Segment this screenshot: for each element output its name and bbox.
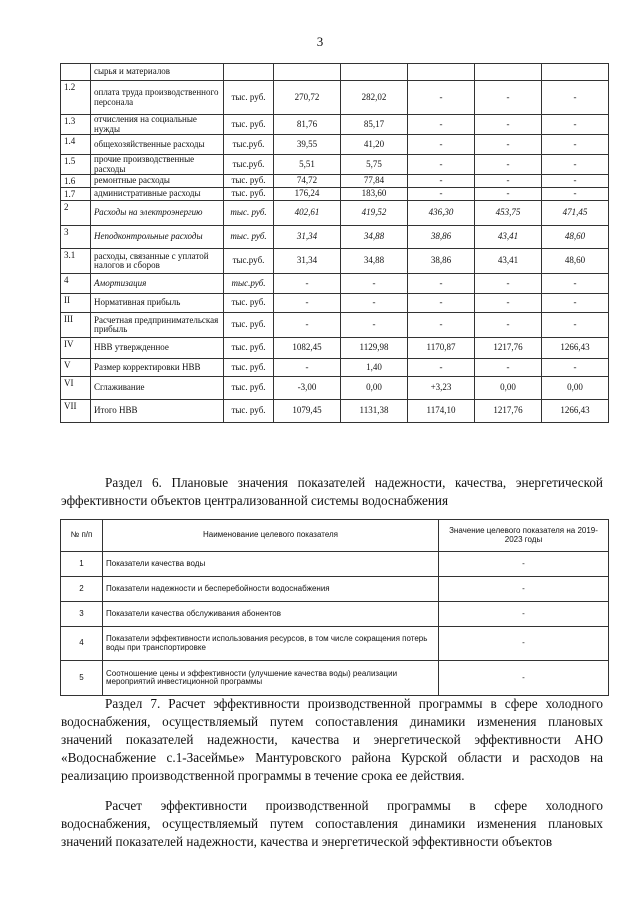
table-row	[61, 115, 609, 135]
row-value: -	[542, 313, 609, 338]
row-value: 402,61	[274, 201, 341, 226]
row-value: 1266,43	[542, 400, 609, 423]
row-value: -	[475, 175, 542, 188]
row-value: 419,52	[341, 201, 408, 226]
row-number: 1.2	[61, 81, 91, 115]
row-value: +3,23	[408, 377, 475, 400]
row-value: 1217,76	[475, 400, 542, 423]
target-number: 2	[61, 577, 103, 602]
row-value: -	[408, 359, 475, 377]
row-number: III	[61, 313, 91, 338]
row-value: 48,60	[542, 249, 609, 274]
row-value: 31,34	[274, 249, 341, 274]
row-value: 31,34	[274, 226, 341, 249]
row-name: Расчетная предпринимательская прибыль	[91, 313, 224, 338]
row-name: административные расходы	[91, 188, 224, 201]
target-name: Показатели качества обслуживания абонентов	[103, 602, 439, 627]
row-value: 0,00	[341, 377, 408, 400]
row-name: сырья и материалов	[91, 64, 224, 81]
row-value: 38,86	[408, 249, 475, 274]
row-value	[408, 64, 475, 81]
row-number: VII	[61, 400, 91, 423]
target-number: 4	[61, 627, 103, 661]
row-unit	[224, 64, 274, 81]
table-row	[61, 338, 609, 359]
row-unit: тыс. руб.	[224, 377, 274, 400]
row-unit: тыс. руб.	[224, 359, 274, 377]
table-row	[61, 359, 609, 377]
row-value: 0,00	[475, 377, 542, 400]
row-value: 1079,45	[274, 400, 341, 423]
row-unit: тыс. руб.	[224, 188, 274, 201]
row-value: -	[542, 188, 609, 201]
row-value: 41,20	[341, 135, 408, 155]
row-number: 4	[61, 274, 91, 294]
row-value	[341, 64, 408, 81]
row-value: -	[475, 188, 542, 201]
header-num: № п/п	[61, 520, 103, 552]
row-value: 74,72	[274, 175, 341, 188]
row-number: V	[61, 359, 91, 377]
table-row	[61, 155, 609, 175]
row-value: 1131,38	[341, 400, 408, 423]
row-value: 5,51	[274, 155, 341, 175]
row-value: -	[274, 294, 341, 313]
table-row	[61, 313, 609, 338]
target-value: -	[439, 552, 609, 577]
targets-table	[60, 519, 609, 696]
table-row	[61, 602, 609, 627]
row-number: IV	[61, 338, 91, 359]
row-value: -	[542, 359, 609, 377]
row-value: -	[542, 175, 609, 188]
target-name: Показатели надежности и бесперебойности водоснабжения	[103, 577, 439, 602]
table-row	[61, 64, 609, 81]
header-name: Наименование целевого показателя	[103, 520, 439, 552]
row-value: -	[475, 155, 542, 175]
row-value: -	[341, 274, 408, 294]
row-number: 2	[61, 201, 91, 226]
page-number: 3	[316, 34, 324, 49]
row-value: -	[542, 274, 609, 294]
table-row	[61, 577, 609, 602]
row-unit: тыс. руб.	[224, 226, 274, 249]
row-value: -	[408, 115, 475, 135]
table-row	[61, 81, 609, 115]
row-value: 5,75	[341, 155, 408, 175]
row-value: 471,45	[542, 201, 609, 226]
closing-paragraph: Расчет эффективности производственной программы в сфере холодного водоснабжения, осуществляемый путем сопоставления динамики изменения плановых значений показателей надежности, качества и энергетической эффективности объектов	[61, 798, 603, 849]
row-value: 43,41	[475, 249, 542, 274]
row-number: II	[61, 294, 91, 313]
table-row	[61, 188, 609, 201]
target-value: -	[439, 661, 609, 696]
row-number	[61, 64, 91, 81]
table-row	[61, 274, 609, 294]
row-value: -	[542, 81, 609, 115]
row-value: 282,02	[341, 81, 408, 115]
row-unit: тыс.руб.	[224, 155, 274, 175]
row-value: 436,30	[408, 201, 475, 226]
row-name: Итого НВВ	[91, 400, 224, 423]
row-name: Неподконтрольные расходы	[91, 226, 224, 249]
row-value: -	[475, 313, 542, 338]
table-row	[61, 661, 609, 696]
row-name: отчисления на социальные нужды	[91, 115, 224, 135]
row-unit: тыс. руб.	[224, 400, 274, 423]
row-value	[274, 64, 341, 81]
row-value: 48,60	[542, 226, 609, 249]
row-value	[475, 64, 542, 81]
row-value: 38,86	[408, 226, 475, 249]
row-value: 34,88	[341, 249, 408, 274]
row-value: 1082,45	[274, 338, 341, 359]
table-row	[61, 400, 609, 423]
row-name: Сглаживание	[91, 377, 224, 400]
row-value	[542, 64, 609, 81]
row-value: -	[475, 359, 542, 377]
row-unit: тыс. руб.	[224, 175, 274, 188]
row-value: 453,75	[475, 201, 542, 226]
row-value: 1170,87	[408, 338, 475, 359]
row-value: -	[475, 274, 542, 294]
row-unit: тыс. руб.	[224, 338, 274, 359]
row-number: 1.4	[61, 135, 91, 155]
row-value: -	[542, 155, 609, 175]
row-value: -	[475, 81, 542, 115]
row-number: VI	[61, 377, 91, 400]
table-row	[61, 377, 609, 400]
row-number: 1.7	[61, 188, 91, 201]
row-name: расходы, связанные с уплатой налогов и сборов	[91, 249, 224, 274]
row-name: общехозяйственные расходы	[91, 135, 224, 155]
target-name: Показатели эффективности использования ресурсов, в том числе сокращения потерь воды при транспортировке	[103, 627, 439, 661]
table-row	[61, 294, 609, 313]
section6-heading: Раздел 6. Плановые значения показателей надежности, качества, энергетической эффективности объектов централизованной системы водоснабжения	[61, 475, 603, 508]
target-value: -	[439, 602, 609, 627]
row-unit: тыс. руб.	[224, 294, 274, 313]
row-number: 1.5	[61, 155, 91, 175]
row-value: 34,88	[341, 226, 408, 249]
row-value: -	[408, 135, 475, 155]
row-value: 176,24	[274, 188, 341, 201]
target-number: 5	[61, 661, 103, 696]
row-number: 1.3	[61, 115, 91, 135]
row-value: -	[341, 294, 408, 313]
table-row	[61, 226, 609, 249]
row-value: 270,72	[274, 81, 341, 115]
row-unit: тыс.руб.	[224, 274, 274, 294]
row-value: -	[408, 155, 475, 175]
row-value: -	[274, 274, 341, 294]
row-unit: тыс. руб.	[224, 313, 274, 338]
row-name: прочие производственные расходы	[91, 155, 224, 175]
row-value: 0,00	[542, 377, 609, 400]
row-value: 1266,43	[542, 338, 609, 359]
row-value: -3,00	[274, 377, 341, 400]
row-value: -	[408, 81, 475, 115]
row-value: -	[542, 294, 609, 313]
table-row	[61, 201, 609, 226]
table-row	[61, 552, 609, 577]
row-value: -	[341, 313, 408, 338]
row-name: НВВ утвержденное	[91, 338, 224, 359]
cost-table	[60, 63, 609, 423]
row-value: -	[408, 175, 475, 188]
row-value: -	[542, 115, 609, 135]
header-value: Значение целевого показателя на 2019-2023 годы	[439, 520, 609, 552]
row-value: 183,60	[341, 188, 408, 201]
row-number: 1.6	[61, 175, 91, 188]
row-value: 81,76	[274, 115, 341, 135]
table-row	[61, 135, 609, 155]
row-value: -	[408, 274, 475, 294]
target-number: 1	[61, 552, 103, 577]
row-name: Размер корректировки НВВ	[91, 359, 224, 377]
row-value: -	[408, 294, 475, 313]
row-name: оплата труда производственного персонала	[91, 81, 224, 115]
table-row	[61, 175, 609, 188]
row-value: -	[475, 135, 542, 155]
target-value: -	[439, 627, 609, 661]
table-row	[61, 627, 609, 661]
row-name: Амортизация	[91, 274, 224, 294]
table-row	[61, 249, 609, 274]
row-value: -	[408, 188, 475, 201]
row-value: -	[475, 294, 542, 313]
row-value: 1129,98	[341, 338, 408, 359]
row-unit: тыс. руб.	[224, 81, 274, 115]
row-name: Расходы на электроэнергию	[91, 201, 224, 226]
row-value: -	[274, 313, 341, 338]
target-name: Показатели качества воды	[103, 552, 439, 577]
row-unit: тыс. руб.	[224, 201, 274, 226]
row-name: Нормативная прибыль	[91, 294, 224, 313]
target-number: 3	[61, 602, 103, 627]
row-value: 1174,10	[408, 400, 475, 423]
row-value: -	[274, 359, 341, 377]
row-value: 43,41	[475, 226, 542, 249]
row-value: 1,40	[341, 359, 408, 377]
row-value: 39,55	[274, 135, 341, 155]
section7-paragraph: Раздел 7. Расчет эффективности производственной программы в сфере холодного водоснабжения, осуществляемый путем сопоставления динамики изменения плановых значений показателей надежности, качества и энергетической эффективности АНО «Водоснабжение с.1-Засеймье» Мантуровского района Курской области и расходов на реализацию производственной программы в течение срока ее действия.	[61, 696, 603, 783]
row-value: -	[475, 115, 542, 135]
row-value: 85,17	[341, 115, 408, 135]
row-number: 3.1	[61, 249, 91, 274]
row-name: ремонтные расходы	[91, 175, 224, 188]
row-value: 1217,76	[475, 338, 542, 359]
row-value: -	[408, 313, 475, 338]
row-value: -	[542, 135, 609, 155]
row-value: 77,84	[341, 175, 408, 188]
target-name: Соотношение цены и эффективности (улучшение качества воды) реализации мероприятий инвестиционной программы	[103, 661, 439, 696]
row-number: 3	[61, 226, 91, 249]
row-unit: тыс. руб.	[224, 115, 274, 135]
row-unit: тыс.руб.	[224, 135, 274, 155]
target-value: -	[439, 577, 609, 602]
row-unit: тыс.руб.	[224, 249, 274, 274]
